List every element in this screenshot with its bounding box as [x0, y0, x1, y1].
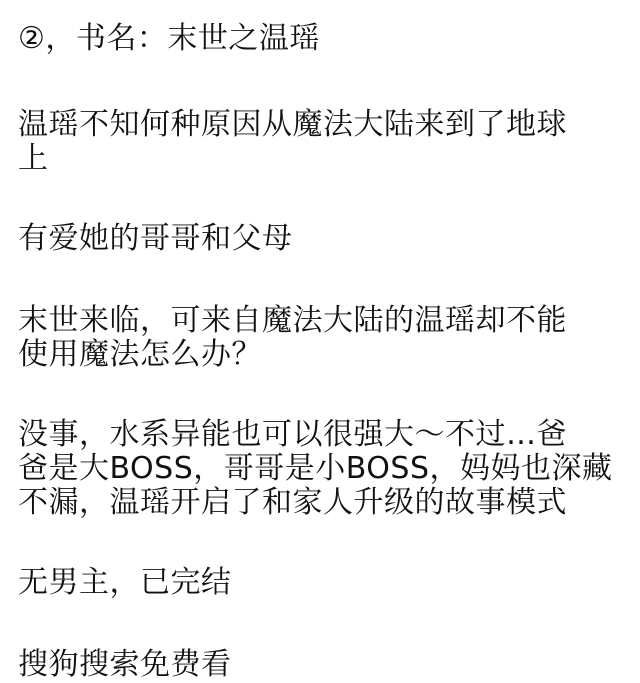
text-line: 有爱她的哥哥和父母 — [18, 221, 293, 256]
text-line: 使用魔法怎么办？ — [18, 337, 262, 372]
text-line: ②，书名：末世之温瑶 — [18, 21, 320, 56]
text-line: 末世来临，可来自魔法大陆的温瑶却不能 — [18, 303, 567, 338]
book-title-paragraph — [18, 22, 630, 56]
text-line: 爸是大BOSS，哥哥是小BOSS，妈妈也深藏 — [18, 451, 613, 486]
search-hint-paragraph — [18, 648, 630, 682]
synopsis-paragraph-family — [18, 222, 630, 256]
text-line: 温瑶不知何种原因从魔法大陆来到了地球 — [18, 107, 567, 142]
text-line: 无男主，已完结 — [18, 565, 232, 600]
synopsis-paragraph-origin — [18, 108, 630, 176]
status-paragraph — [18, 566, 630, 600]
synopsis-paragraph-apocalypse — [18, 304, 630, 372]
text-line: 搜狗搜索免费看 — [18, 647, 232, 682]
text-line: 上 — [18, 141, 49, 176]
synopsis-paragraph-water-ability — [18, 418, 630, 520]
text-line: 不漏，温瑶开启了和家人升级的故事模式 — [18, 485, 567, 520]
text-line: 没事，水系异能也可以很强大～不过…爸 — [18, 417, 567, 452]
